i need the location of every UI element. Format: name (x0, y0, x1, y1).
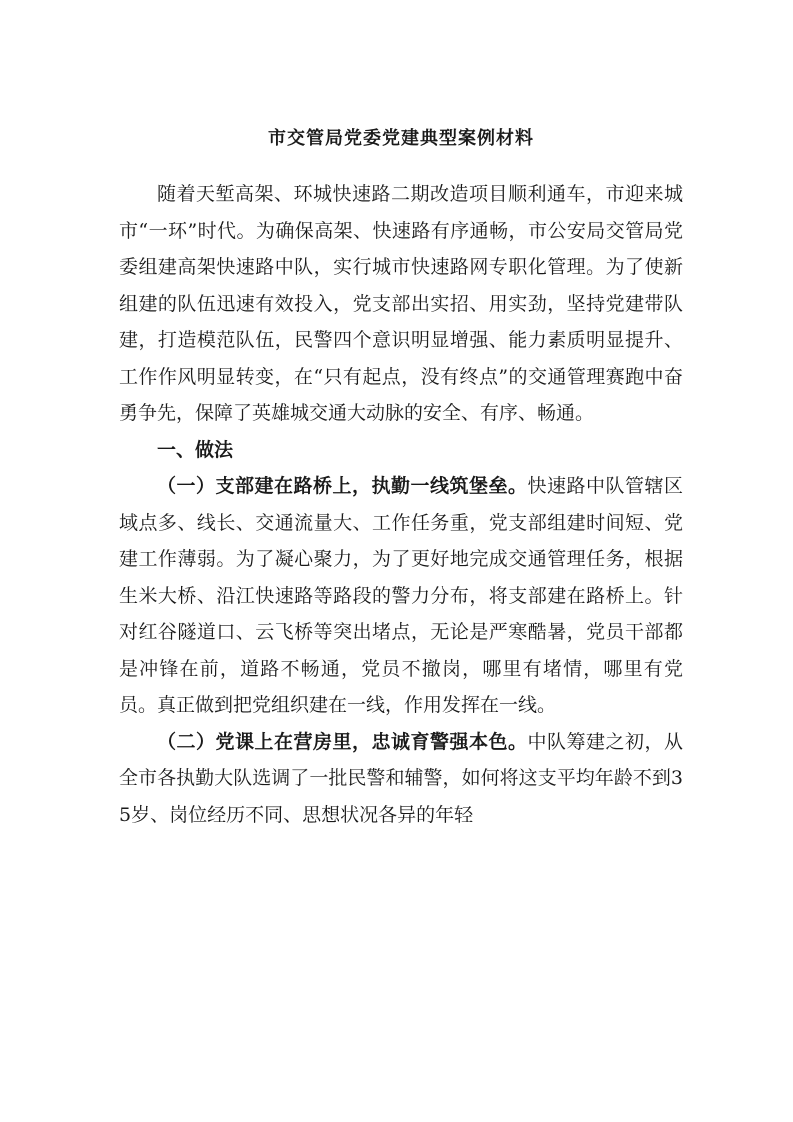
document-title: 市交管局党委党建典型案例材料 (268, 128, 534, 149)
item-paragraph-2 (119, 724, 683, 834)
item-paragraph-1 (119, 468, 683, 724)
item-2-lead: （二）党课上在营房里，忠诚育警强本色。 (157, 730, 528, 753)
intro-paragraph: 随着天堑高架、环城快速路二期改造项目顺利通车，市迎来城市“一环”时代。为确保高架、快速路有序通畅，市公安局交管局党委组建高架快速路中队，实行城市快速路网专职化管理。为了使新组建的队伍迅速有效投入，党支部出实招、用实劲，坚持党建带队建，打造模范队伍，民警四个意识明显增强、能力素质明显提升、工作作风明显转变，在“只有起点，没有终点”的交通管理赛跑中奋勇争先，保障了英雄城交通大动脉的安全、有序、畅通。 (119, 183, 683, 424)
document-body (119, 176, 683, 833)
item-1-text: 快速路中队管辖区域点多、线长、交通流量大、工作任务重，党支部组建时间短、党建工作薄弱。为了凝心聚力，为了更好地完成交通管理任务，根据生米大桥、沿江快速路等路段的警力分布，将支部建在路桥上。针对红谷隧道口、云飞桥等突出堵点，无论是严寒酷暑，党员干部都是冲锋在前，道路不畅通，党员不撤岗，哪里有堵情，哪里有党员。真正做到把党组织建在一线，作用发挥在一线。 (119, 475, 683, 716)
item-2-text: 中队筹建之初，从全市各执勤大队选调了一批民警和辅警，如何将这支平均年龄不到35岁、岗位经历不同、思想状况各异的年轻 (119, 730, 683, 826)
item-1-lead: （一）支部建在路桥上，执勤一线筑堡垒。 (157, 475, 528, 497)
section-heading-practices: 一、做法 (157, 438, 234, 461)
